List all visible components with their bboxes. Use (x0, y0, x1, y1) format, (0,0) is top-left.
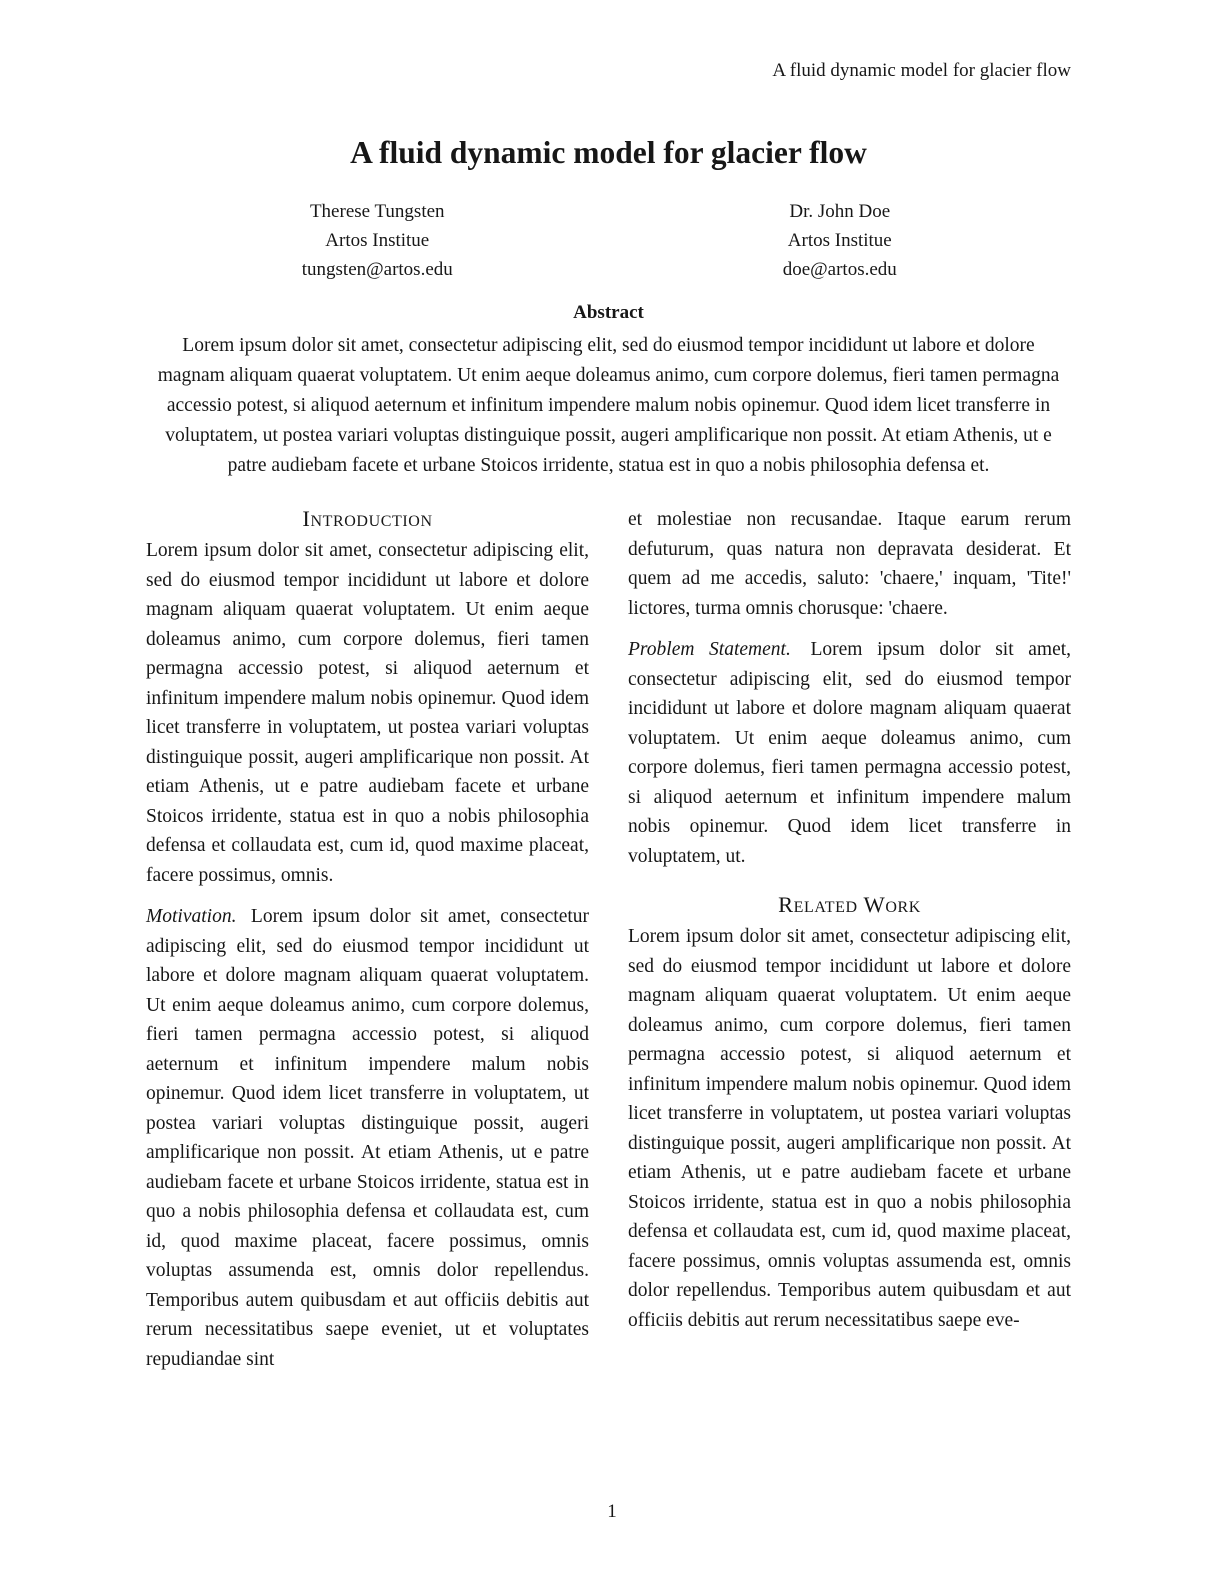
introduction-paragraph: Lorem ipsum dolor sit amet, consectetur adipiscing elit, sed do eiusmod tempor incididunt ut labore et dolore magnam aliquam quaerat voluptatem. Ut enim aeque doleamus animo, cum corpore dolemus, fieri tamen permagna accessio potest, si aliquod aeternum et infinitum impendere malum nobis opinemur. Quod idem licet transferre in voluptatem, ut postea variari voluptas distinguique possit, augeri amplificarique non possit. At etiam Athenis, ut e patre audiebam facete et urbane Stoicos irridente, statua est in quo a nobis philosophia defensa et collaudata est, cum id, quod maxime placeat, facere possimus, omnis. (146, 540, 589, 886)
paper-title: A fluid dynamic model for glacier flow (350, 135, 867, 170)
section-heading-related-work: Related Work (778, 892, 921, 917)
motivation-text: Lorem ipsum dolor sit amet, consectetur adipiscing elit, sed do eiusmod tempor incididunt ut labore et dolore magnam aliquam quaerat voluptatem. Ut enim aeque doleamus animo, cum corpore dolemus, fieri tamen permagna accessio potest, si aliquod aeternum et infinitum impendere malum nobis opinemur. Quod idem licet transferre in voluptatem, ut postea variari voluptas distinguique possit, augeri amplificarique non possit. At etiam Athenis, ut e patre audiebam facete et urbane Stoicos irridente, statua est in quo a nobis philosophia defensa et collaudata est, cum id, quod maxime placeat, facere possimus, omnis voluptas assumenda est, omnis dolor repellendus. Temporibus autem quibusdam et aut officiis debitis aut rerum necessitatibus saepe eveniet, ut et voluptates repudiandae sint (146, 906, 590, 1370)
author-1 (146, 197, 609, 284)
author-2 (609, 197, 1072, 284)
right-column (628, 505, 1071, 1374)
related-work-paragraph: Lorem ipsum dolor sit amet, consectetur adipiscing elit, sed do eiusmod tempor incididunt ut labore et dolore magnam aliquam quaerat voluptatem. Ut enim aeque doleamus animo, cum corpore dolemus, fieri tamen permagna accessio potest, si aliquod aeternum et infinitum impendere malum nobis opinemur. Quod idem licet transferre in voluptatem, ut postea variari voluptas distinguique possit, augeri amplificarique non possit. At etiam Athenis, ut e patre audiebam facete et urbane Stoicos irridente, statua est in quo a nobis philosophia defensa et collaudata est, cum id, quod maxime placeat, facere possimus, omnis voluptas assumenda est, omnis dolor repellendus. Temporibus autem quibusdam et aut officiis debitis aut rerum necessitatibus saepe eve- (628, 926, 1071, 1331)
author-name: Dr. John Doe (789, 201, 891, 222)
author-email: doe@artos.edu (782, 259, 897, 280)
problem-statement-paragraph (628, 635, 1071, 871)
abstract-text: Lorem ipsum dolor sit amet, consectetur adipiscing elit, sed do eiusmod tempor incididunt ut labore et dolore magnam aliquam quaerat voluptatem. Ut enim aeque doleamus animo, cum corpore dolemus, fieri tamen permagna accessio potest, si aliquod aeternum et infinitum impendere malum nobis opinemur. Quod idem licet transferre in voluptatem, ut postea variari voluptas distinguique possit, augeri amplificarique non possit. At etiam Athenis, ut e patre audiebam facete et urbane Stoicos irridente, statua est in quo a nobis philosophia defensa et. (157, 335, 1060, 476)
two-column-body (146, 505, 1071, 1374)
author-affiliation: Artos Institue (787, 230, 892, 251)
problem-statement-text: Lorem ipsum dolor sit amet, consectetur adipiscing elit, sed do eiusmod tempor incididunt ut labore et dolore magnam aliquam quaerat voluptatem. Ut enim aeque doleamus animo, cum corpore dolemus, fieri tamen permagna accessio potest, si aliquod aeternum et infinitum impendere malum nobis opinemur. Quod idem licet transferre in voluptatem, ut. (628, 639, 1072, 867)
left-column (146, 505, 589, 1374)
author-block (146, 197, 1071, 284)
author-name: Therese Tungsten (309, 201, 445, 222)
running-header: A fluid dynamic model for glacier flow (772, 60, 1071, 81)
motivation-continuation-paragraph: et molestiae non recusandae. Itaque earum rerum defuturum, quas natura non depravata desiderat. Et quem ad me accedis, saluto: 'chaere,' inquam, 'Tite!' lictores, turma omnis chorusque: 'chaere. (628, 509, 1071, 619)
author-affiliation: Artos Institue (325, 230, 430, 251)
motivation-paragraph (146, 902, 589, 1374)
page-number: 1 (607, 1501, 617, 1522)
section-heading-introduction: Introduction (302, 506, 433, 531)
author-email: tungsten@artos.edu (301, 259, 453, 280)
motivation-lead: Motivation. (146, 906, 237, 927)
abstract-heading: Abstract (573, 302, 644, 323)
problem-statement-lead: Problem Statement. (628, 639, 791, 660)
